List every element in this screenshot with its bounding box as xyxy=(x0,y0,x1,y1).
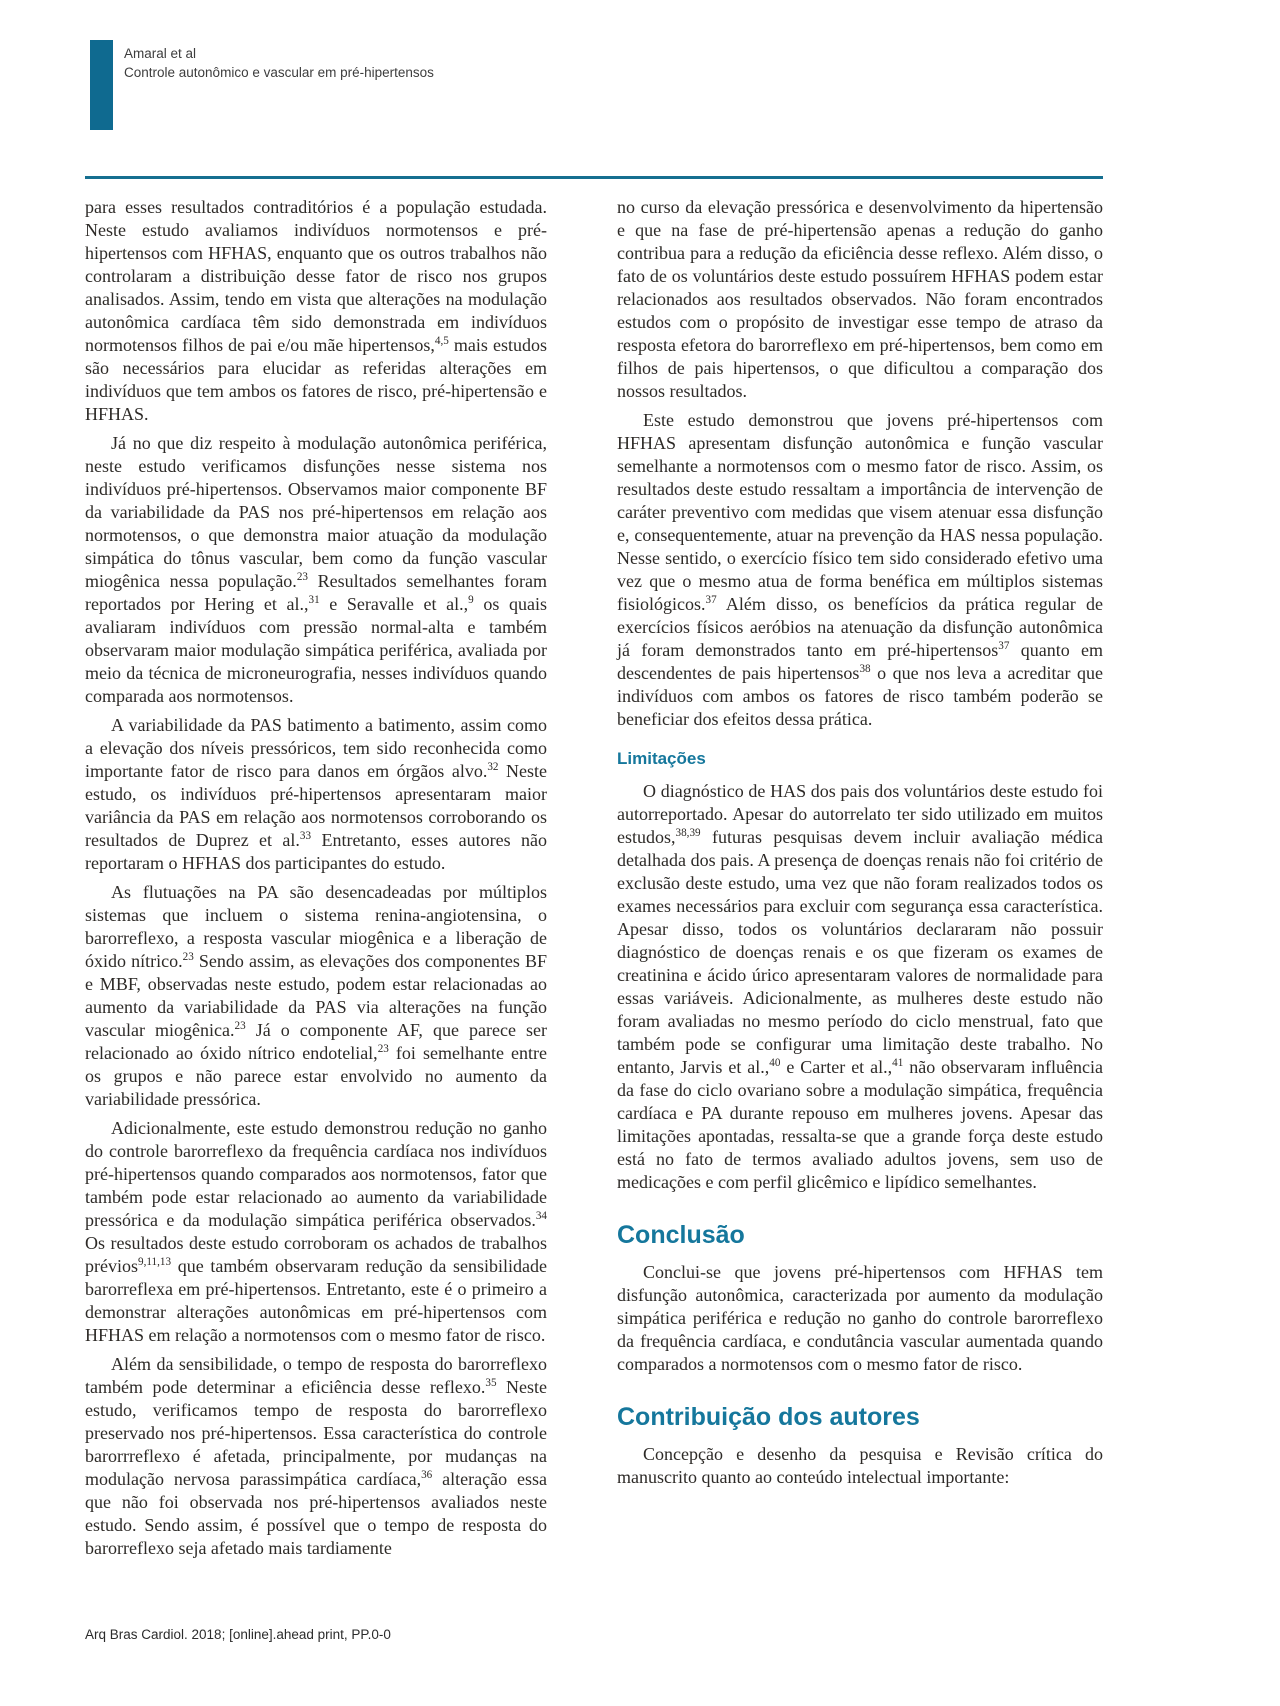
paragraph: Adicionalmente, este estudo demonstrou redução no ganho do controle barorreflexo da frequência cardíaca nos indivíduos pré-hipertensos quando comparados aos normotensos, fator que também pode estar relacionado ao aumento da variabilidade pressórica e da modulação simpática periférica observados.$^{34}$ Os resultados deste estudo corroboram os achados de trabalhos prévios$^{9,11,13}$ que também observaram redução da sensibilidade barorreflexa em pré-hipertensos. Entretanto, este é o primeiro a demonstrar alterações autonômicas em pré-hipertensos com HFHAS em relação a normotensos com o mesmo fator de risco. xyxy=(85,1118,547,1345)
running-head-title: Controle autonômico e vascular em pré-hipertensos xyxy=(124,65,434,80)
paragraph: Este estudo demonstrou que jovens pré-hipertensos com HFHAS apresentam disfunção autonômica e função vascular semelhante a normotensos com o mesmo fator de risco. Assim, os resultados deste estudo ressaltam a importância de intervenção de caráter preventivo com medidas que visem atenuar essa disfunção e, consequentemente, atuar na prevenção da HAS nessa população. Nesse sentido, o exercício físico tem sido considerado efetivo uma vez que o mesmo atua de forma benéfica em múltiplos sistemas fisiológicos.$^{37}$ Além disso, os benefícios da prática regular de exercícios físicos aeróbios na atenuação da disfunção autonômica já foram demonstrados tanto em pré-hipertensos$^{37}$ quanto em descendentes de pais hipertensos$^{38}$ o que nos leva a acreditar que indivíduos com ambos os fatores de risco também poderão se beneficiar dos efeitos dessa prática. xyxy=(617,410,1103,729)
left-column xyxy=(85,196,547,1566)
header-divider-rule xyxy=(85,176,1103,179)
paragraph: Conclui-se que jovens pré-hipertensos com HFHAS tem disfunção autonômica, caracterizada por aumento da modulação simpática periférica e redução no ganho do controle barorreflexo da frequência cardíaca, e condutância vascular aumentada quando comparados a normotensos com o mesmo fator de risco. xyxy=(617,1262,1103,1374)
right-column xyxy=(617,196,1103,1495)
paragraph: As flutuações na PA são desencadeadas por múltiplos sistemas que incluem o sistema renina-angiotensina, o barorreflexo, a resposta vascular miogênica e a liberação de óxido nítrico.$^{23}$ Sendo assim, as elevações dos componentes BF e MBF, observadas neste estudo, podem estar relacionadas ao aumento da variabilidade da PAS via alterações na função vascular miogênica.$^{23}$ Já o componente AF, que parece ser relacionado ao óxido nítrico endotelial,$^{23}$ foi semelhante entre os grupos e não parece estar envolvido no aumento da variabilidade pressórica. xyxy=(85,882,547,1109)
section-heading-limitacoes: Limitações xyxy=(617,749,706,768)
paragraph: O diagnóstico de HAS dos pais dos voluntários deste estudo foi autorreportado. Apesar do autorrelato ter sido utilizado em muitos estudos,$^{38,39}$ futuras pesquisas devem incluir avaliação médica detalhada dos pais. A presença de doenças renais não foi critério de exclusão deste estudo, uma vez que não foram realizados todos os exames necessários para excluir com segurança essa característica. Apesar disso, todos os voluntários declararam não possuir diagnóstico de doenças renais e os que fizeram os exames de creatinina e ácido úrico apresentaram valores de normalidade para essas variáveis. Adicionalmente, as mulheres deste estudo não foram avaliadas no mesmo período do ciclo menstrual, fato que também pode se configurar uma limitação deste trabalho. No entanto, Jarvis et al.,$^{40}$ e Carter et al.,$^{41}$ não observaram influência da fase do ciclo ovariano sobre a modulação simpática, frequência cardíaca e PA durante repouso em mulheres jovens. Apesar das limitações apontadas, ressalta-se que a grande força deste estudo está no fato de termos avaliado adultos jovens, sem uso de medicações e com perfil glicêmico e lipídico semelhantes. xyxy=(617,781,1103,1192)
running-head-authors: Amaral et al xyxy=(124,46,197,61)
paragraph: para esses resultados contraditórios é a população estudada. Neste estudo avaliamos indivíduos normotensos e pré-hipertensos com HFHAS, enquanto que os outros trabalhos não controlaram a distribuição desse fator de risco nos grupos analisados. Assim, tendo em vista que alterações na modulação autonômica cardíaca têm sido demonstrada em indivíduos normotensos filhos de pai e/ou mãe hipertensos,$^{4,5}$ mais estudos são necessários para elucidar as referidas alterações em indivíduos que tem ambos os fatores de risco, pré-hipertensão e HFHAS. xyxy=(85,197,547,424)
paragraph: A variabilidade da PAS batimento a batimento, assim como a elevação dos níveis pressóricos, tem sido reconhecida como importante fator de risco para danos em órgãos alvo.$^{32}$ Neste estudo, os indivíduos pré-hipertensos apresentaram maior variância da PAS em relação aos normotensos corroborando os resultados de Duprez et al.$^{33}$ Entretanto, esses autores não reportaram o HFHAS dos participantes do estudo. xyxy=(85,715,548,873)
journal-citation-footer: Arq Bras Cardiol. 2018; [online].ahead print, PP.0-0 xyxy=(85,1627,391,1642)
section-heading-conclusao: Conclusão xyxy=(617,1221,745,1249)
running-head xyxy=(124,44,434,82)
paragraph: Além da sensibilidade, o tempo de resposta do barorreflexo também pode determinar a eficiência desse reflexo.$^{35}$ Neste estudo, verificamos tempo de resposta do barorreflexo preservado nos pré-hipertensos. Essa característica do controle barorrreflexo é afetada, principalmente, por mudanças na modulação nervosa parassimpática cardíaca,$^{36}$ alteração essa que não foi observada nos pré-hipertensos avaliados neste estudo. Sendo assim, é possível que o tempo de resposta do barorreflexo seja afetado mais tardiamente xyxy=(85,1354,548,1558)
paragraph: Já no que diz respeito à modulação autonômica periférica, neste estudo verificamos disfunções nesse sistema nos indivíduos pré-hipertensos. Observamos maior componente BF da variabilidade da PAS nos pré-hipertensos em relação aos normotensos, o que demonstra maior atuação da modulação simpática do tônus vascular, bem como da função vascular miogênica nessa população.$^{23}$ Resultados semelhantes foram reportados por Hering et al.,$^{31}$ e Seravalle et al.,$^9$ os quais avaliaram indivíduos com pressão normal-alta e também observaram maior modulação simpática periférica, avaliada por meio da técnica de microneurografia, nesses indivíduos quando comparada aos normotensos. xyxy=(85,433,548,706)
header-accent-bar xyxy=(90,40,113,130)
section-heading-contribuicao: Contribuição dos autores xyxy=(617,1403,920,1431)
paragraph: no curso da elevação pressórica e desenvolvimento da hipertensão e que na fase de pré-hipertensão apenas a redução do ganho contribua para a redução da eficiência desse reflexo. Além disso, o fato de os voluntários deste estudo possuírem HFHAS podem estar relacionados aos resultados observados. Não foram encontrados estudos com o propósito de investigar esse tempo de atraso da resposta efetora do barorreflexo em pré-hipertensos, bem como em filhos de pais hipertensos, o que dificultou a comparação dos nossos resultados. xyxy=(617,197,1103,401)
paragraph: Concepção e desenho da pesquisa e Revisão crítica do manuscrito quanto ao conteúdo intelectual importante: xyxy=(617,1444,1103,1487)
